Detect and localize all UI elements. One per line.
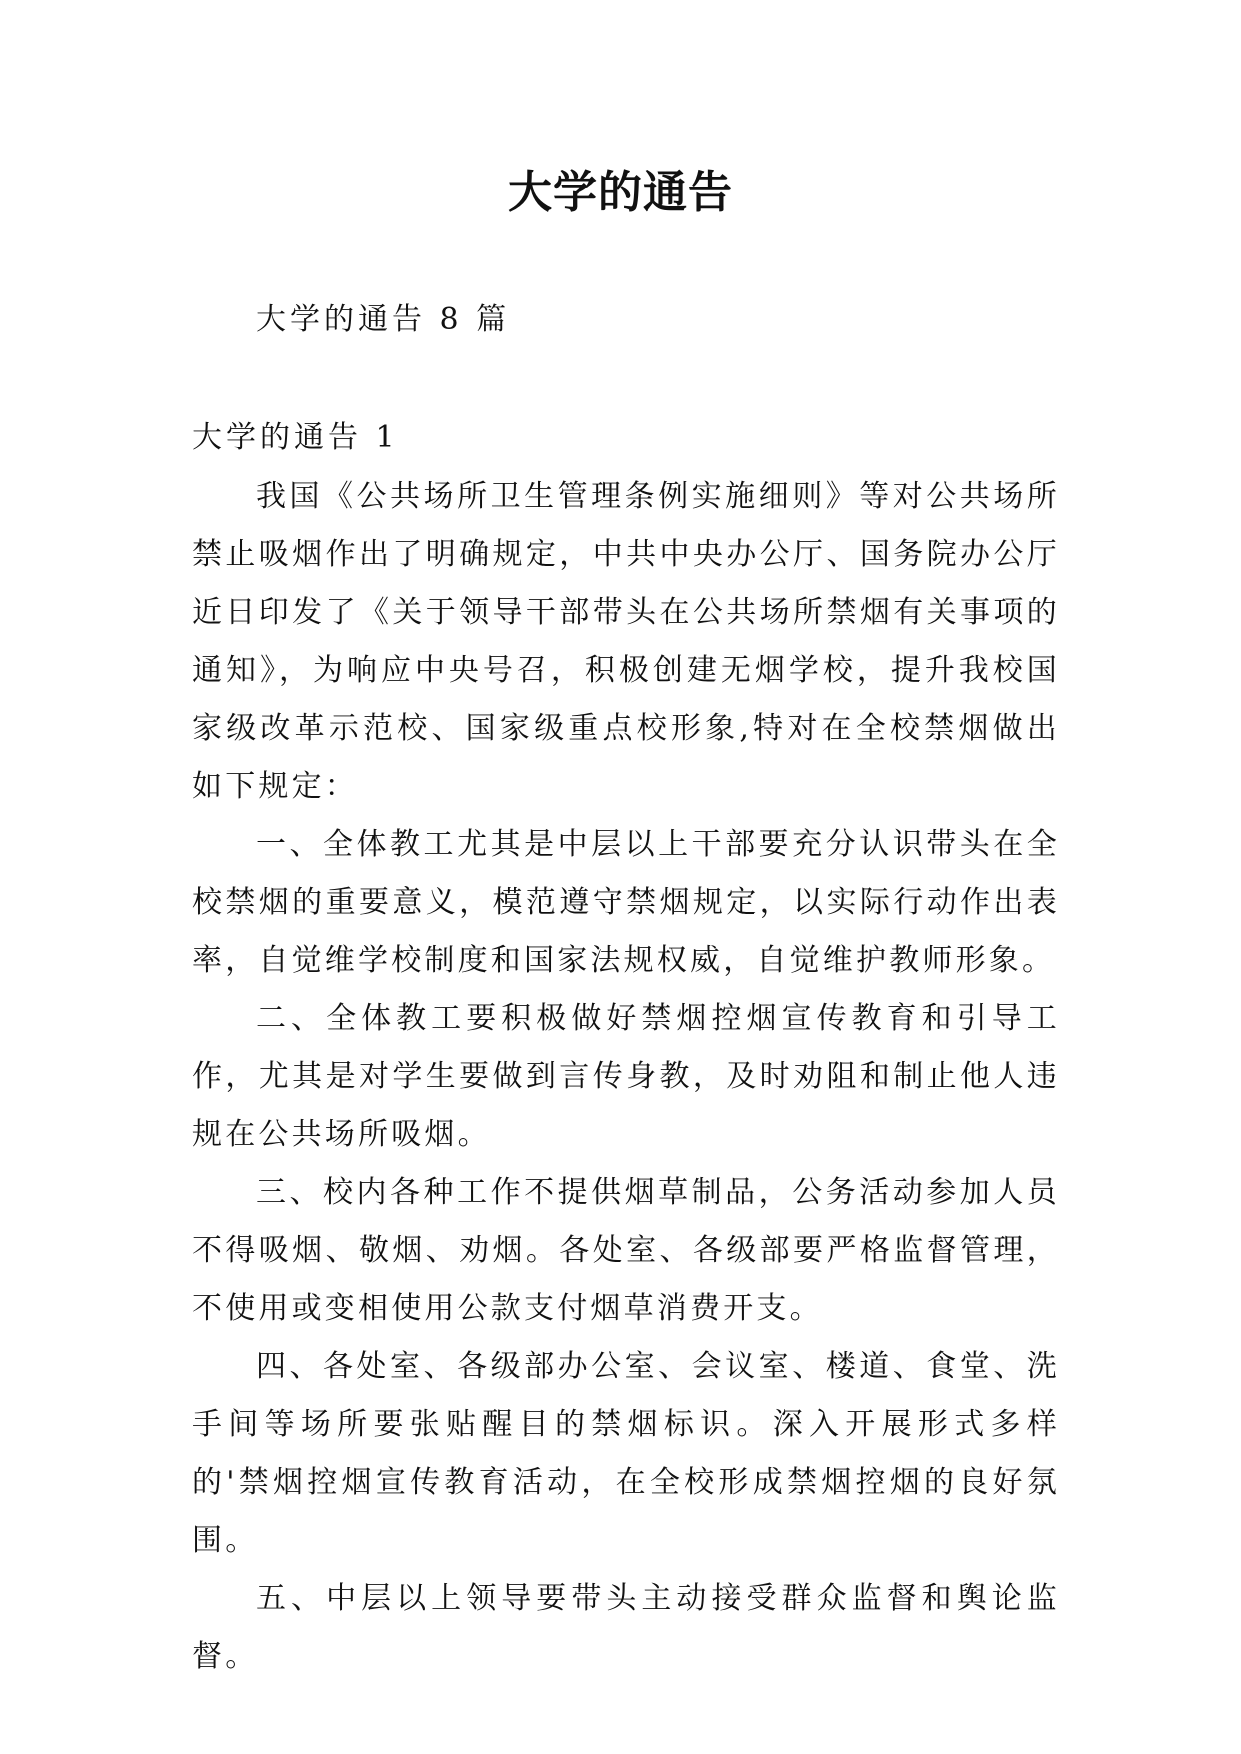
document-title: 大学的通告 bbox=[508, 167, 733, 218]
paragraph-rule-2: 二、全体教工要积极做好禁烟控烟宣传教育和引导工作，尤其是对学生要做到言传身教，及时劝阻和制止他人违规在公共场所吸烟。 bbox=[192, 1001, 1060, 1152]
paragraph-rule-3: 三、校内各种工作不提供烟草制品，公务活动参加人员不得吸烟、敬烟、劝烟。各处室、各级部要严格监督管理，不使用或变相使用公款支付烟草消费开支。 bbox=[192, 1175, 1060, 1326]
paragraph-rule-1: 一、全体教工尤其是中层以上干部要充分认识带头在全校禁烟的重要意义，模范遵守禁烟规定，以实际行动作出表率，自觉维学校制度和国家法规权威，自觉维护教师形象。 bbox=[192, 827, 1060, 978]
paragraph-rule-5: 五、中层以上领导要带头主动接受群众监督和舆论监督。 bbox=[192, 1581, 1060, 1674]
section-heading: 大学的通告 1 bbox=[192, 420, 399, 455]
paragraph-rule-4: 四、各处室、各级部办公室、会议室、楼道、食堂、洗手间等场所要张贴醒目的禁烟标识。深入开展形式多样的'禁烟控烟宣传教育活动，在全校形成禁烟控烟的良好氛围。 bbox=[192, 1349, 1060, 1558]
document-body bbox=[192, 468, 1060, 1686]
document-subtitle: 大学的通告 8 篇 bbox=[256, 302, 511, 337]
paragraph-intro: 我国《公共场所卫生管理条例实施细则》等对公共场所禁止吸烟作出了明确规定，中共中央办公厅、国务院办公厅近日印发了《关于领导干部带头在公共场所禁烟有关事项的通知》，为响应中央号召，积极创建无烟学校，提升我校国家级改革示范校、国家级重点校形象,特对在全校禁烟做出如下规定： bbox=[192, 479, 1060, 804]
